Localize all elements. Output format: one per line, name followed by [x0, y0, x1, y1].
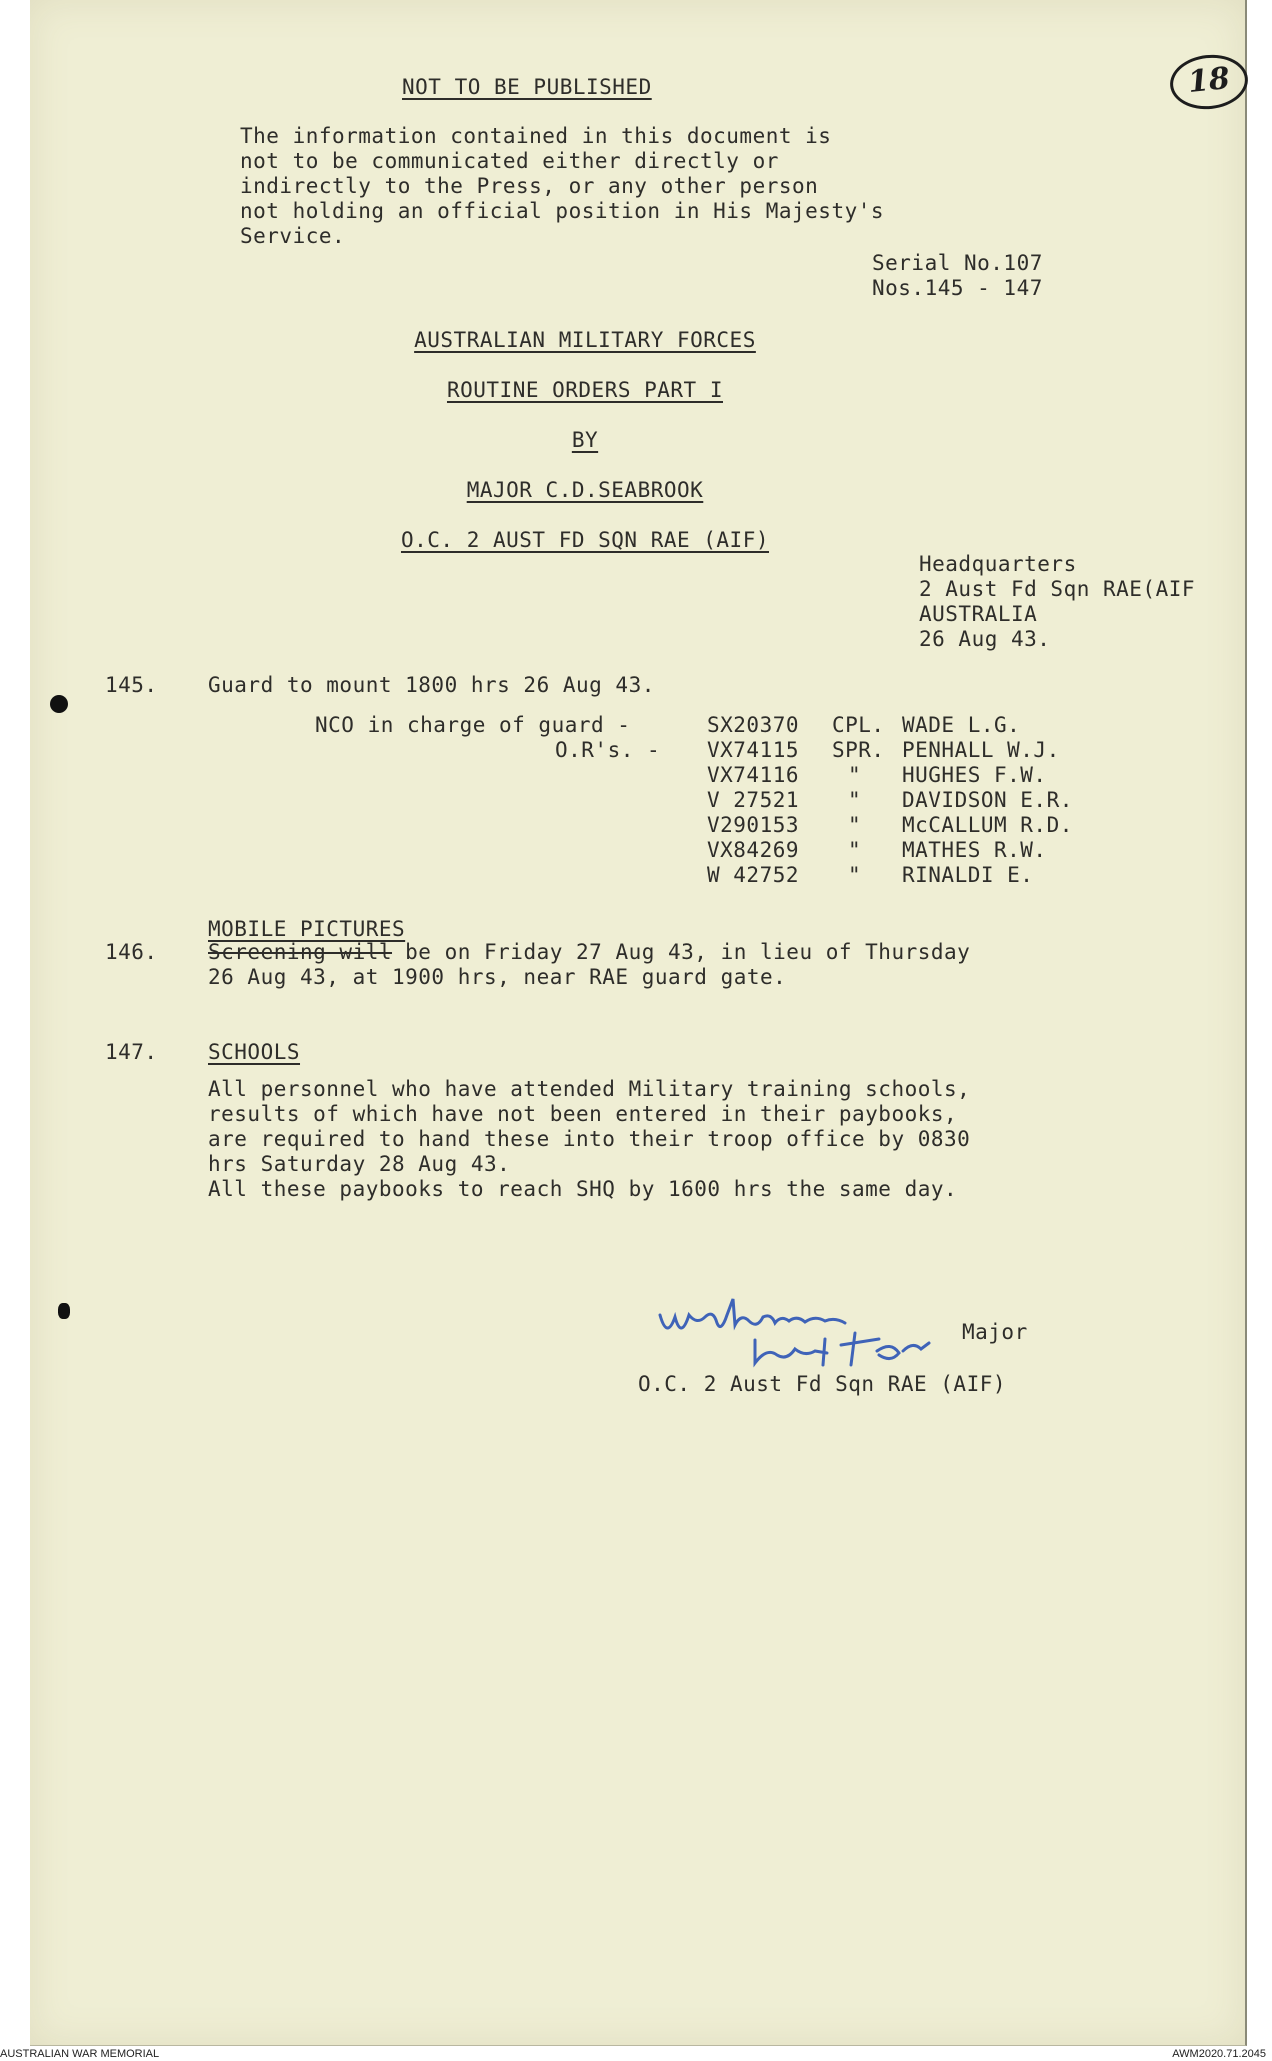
roster-number: V290153 — [707, 813, 800, 837]
restriction-line-4: not holding an official position in His Majesty's — [240, 199, 885, 223]
struck-text: Screening will — [208, 940, 393, 964]
title-officer: MAJOR C.D.SEABROOK — [466, 478, 704, 502]
restriction-heading: NOT TO BE PUBLISHED — [402, 75, 652, 99]
order-146-heading: MOBILE PICTURES — [208, 917, 406, 941]
restriction-line-5: Service. — [240, 224, 346, 248]
order-145-number: 145. — [105, 673, 158, 697]
folio-number: 18 — [1167, 51, 1250, 113]
punch-hole — [58, 1303, 70, 1319]
roster-name: DAVIDSON E.R. — [902, 788, 1073, 812]
roster-number: VX84269 — [707, 838, 800, 862]
signature-office: O.C. 2 Aust Fd Sqn RAE (AIF) — [638, 1372, 1007, 1396]
order-147-number: 147. — [105, 1040, 158, 1064]
punch-hole — [50, 695, 68, 713]
order-147-line-5: All these paybooks to reach SHQ by 1600 hrs the same day. — [208, 1177, 958, 1201]
order-147-line-2: results of which have not been entered in their paybooks, — [208, 1102, 958, 1126]
roster-rank: " — [848, 788, 862, 812]
restriction-line-2: not to be communicated either directly or — [240, 149, 779, 173]
footer-accession: AWM2020.71.2045 — [1172, 2048, 1266, 2060]
roster-name: McCALLUM R.D. — [902, 813, 1073, 837]
roster-name: HUGHES F.W. — [902, 763, 1047, 787]
order-146-line-2: 26 Aug 43, at 1900 hrs, near RAE guard gate. — [208, 965, 787, 989]
restriction-line-3: indirectly to the Press, or any other person — [240, 174, 819, 198]
order-146-number: 146. — [105, 940, 158, 964]
roster-rank: CPL. — [832, 713, 885, 737]
roster-number: W 42752 — [707, 863, 800, 887]
order-146-line-1 — [208, 940, 970, 965]
document-sheet — [30, 0, 1247, 2046]
restriction-line-1: The information contained in this document is — [240, 124, 832, 148]
roster-number: V 27521 — [707, 788, 800, 812]
title-routine-orders: ROUTINE ORDERS PART I — [446, 378, 723, 402]
order-range: Nos.145 - 147 — [872, 276, 1043, 300]
roster-name: WADE L.G. — [902, 713, 1021, 737]
roster-name: MATHES R.W. — [902, 838, 1047, 862]
order-147-line-1: All personnel who have attended Military training schools, — [208, 1077, 971, 1101]
handwritten-signature — [655, 1295, 995, 1375]
footer-source: AUSTRALIAN WAR MEMORIAL — [0, 2048, 160, 2060]
roster-name: RINALDI E. — [902, 863, 1034, 887]
address-line-3: AUSTRALIA — [919, 602, 1038, 626]
address-line-1: Headquarters — [919, 552, 1077, 576]
nco-label: NCO in charge of guard - — [315, 713, 631, 737]
roster-number: VX74116 — [707, 763, 800, 787]
address-line-2: 2 Aust Fd Sqn RAE(AIF — [919, 577, 1196, 601]
signature-rank: Major — [962, 1320, 1028, 1344]
title-unit: O.C. 2 AUST FD SQN RAE (AIF) — [400, 528, 769, 552]
roster-rank: SPR. — [832, 738, 885, 762]
order-147-line-3: are required to hand these into their troop office by 0830 — [208, 1127, 971, 1151]
roster-rank: " — [848, 813, 862, 837]
ors-label: O.R's. - — [555, 738, 661, 762]
serial-number: Serial No.107 — [872, 251, 1043, 275]
roster-rank: " — [848, 838, 862, 862]
address-date: 26 Aug 43. — [919, 627, 1051, 651]
title-by: BY — [571, 428, 599, 452]
order-145-text: Guard to mount 1800 hrs 26 Aug 43. — [208, 673, 655, 697]
order-147-heading: SCHOOLS — [208, 1040, 301, 1064]
roster-number: SX20370 — [707, 713, 800, 737]
roster-name: PENHALL W.J. — [902, 738, 1060, 762]
title-forces: AUSTRALIAN MILITARY FORCES — [414, 328, 756, 352]
order-146-line-1-rest: be on Friday 27 Aug 43, in lieu of Thursday — [392, 940, 971, 964]
order-147-line-4: hrs Saturday 28 Aug 43. — [208, 1152, 511, 1176]
roster-number: VX74115 — [707, 738, 800, 762]
roster-rank: " — [848, 763, 862, 787]
roster-rank: " — [848, 863, 862, 887]
